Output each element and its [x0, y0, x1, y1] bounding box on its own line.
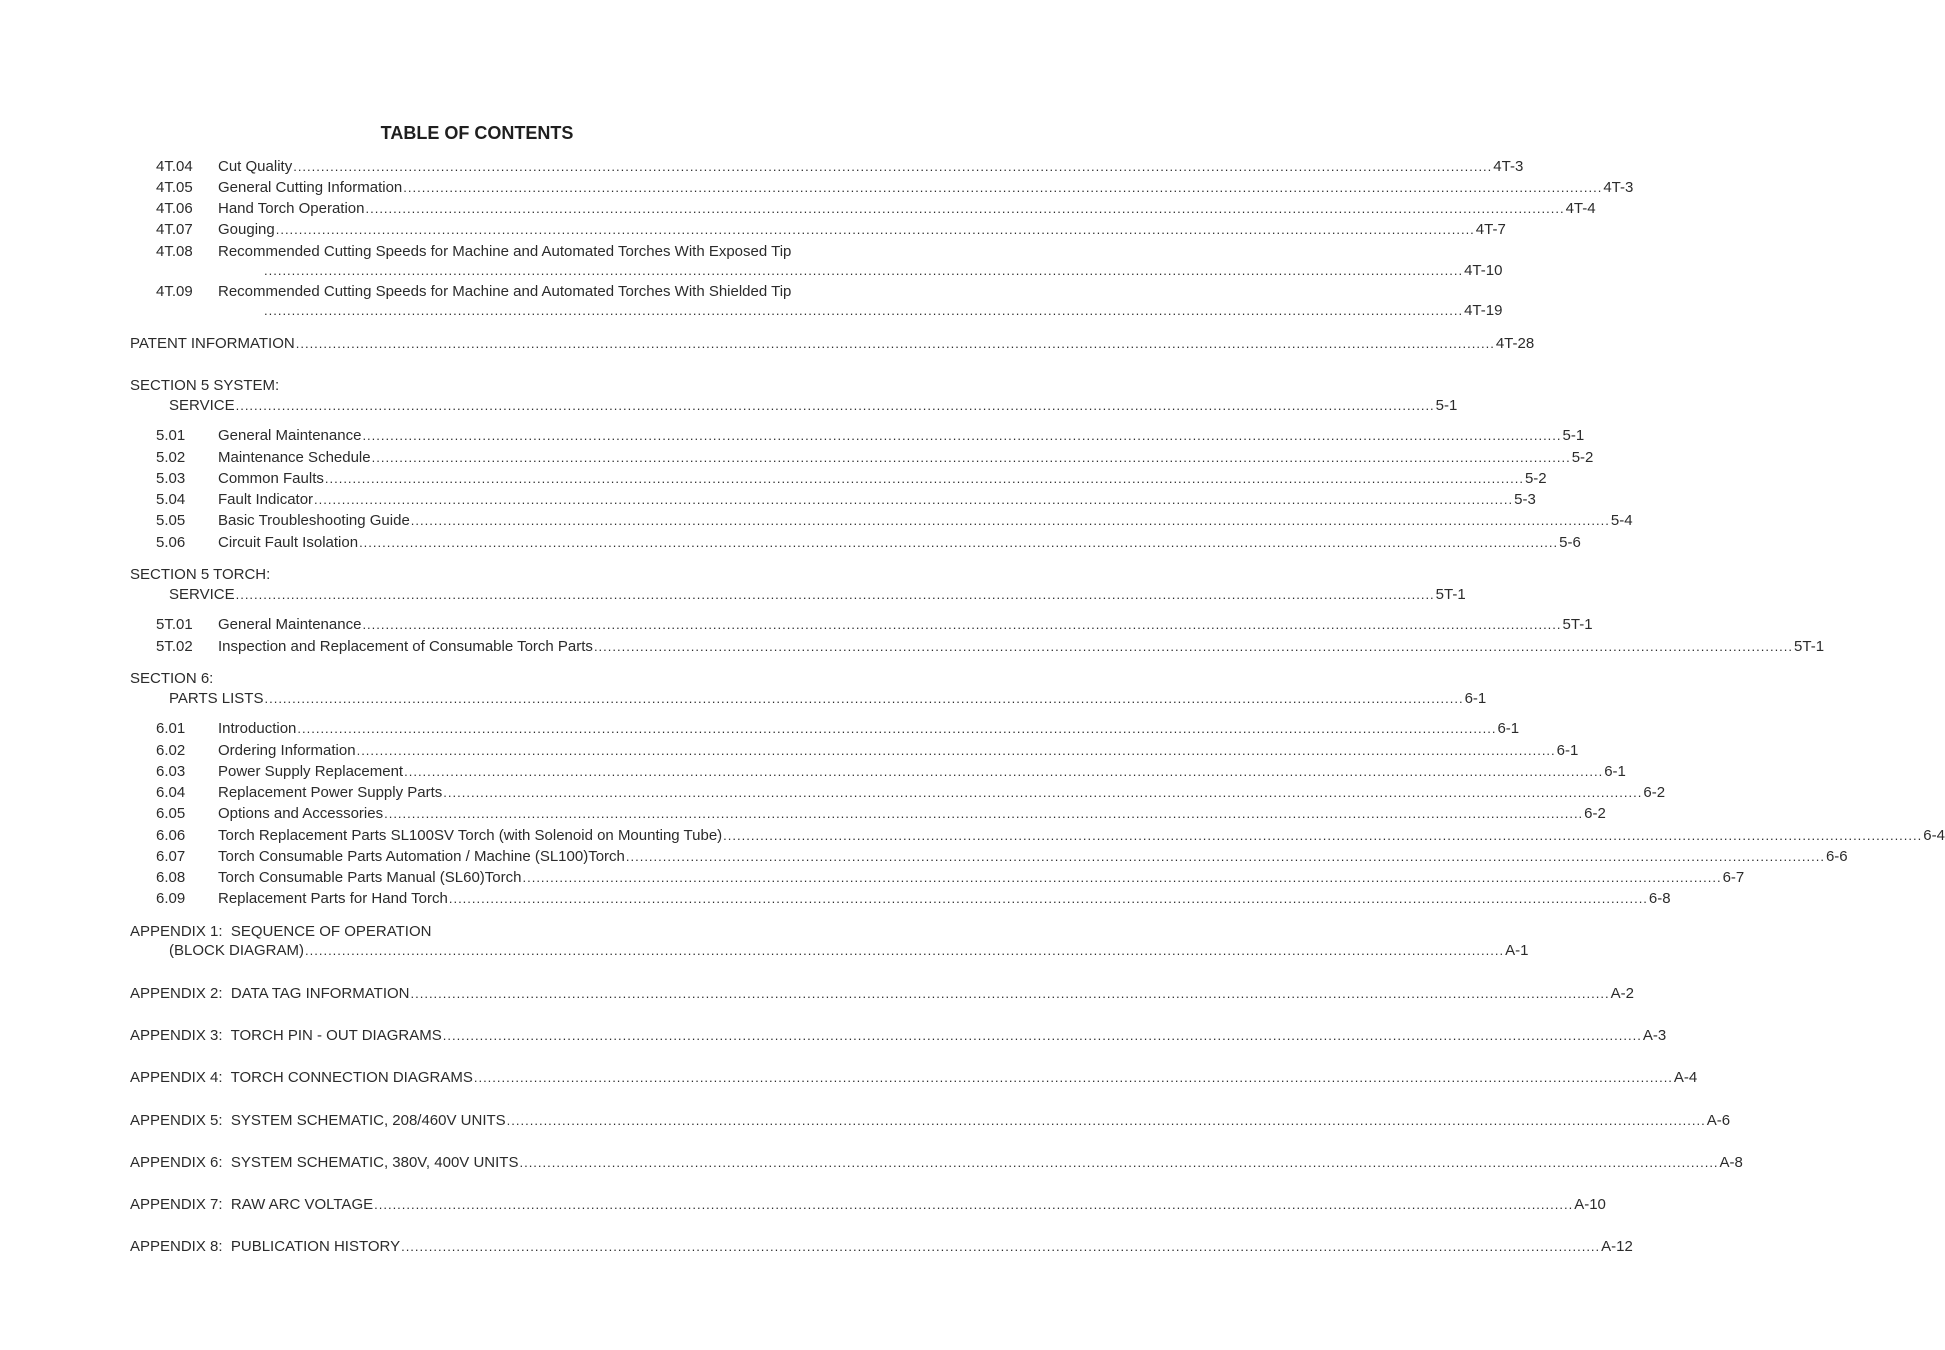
toc-entry[interactable] — [0, 512, 1633, 530]
entry-line — [130, 985, 1634, 1003]
entry-label: PARTS LISTS — [169, 690, 264, 707]
toc-entry[interactable] — [0, 805, 1606, 823]
entry-label: General Maintenance — [218, 616, 362, 633]
dot-leader: .................................................................................................................................................................................................................................................................... — [235, 587, 1435, 602]
entry-page: A-6 — [1706, 1112, 1731, 1129]
entry-number: 5.02 — [156, 449, 186, 466]
toc-entry[interactable] — [0, 848, 1848, 866]
entry-page: 6-6 — [1825, 848, 1848, 865]
entry-line — [218, 742, 1579, 760]
entry-line — [218, 638, 1825, 656]
entry-page: 6-7 — [1722, 869, 1745, 886]
entry-label: Torch Consumable Parts Manual (SL60)Torch — [218, 869, 522, 886]
entry-number: 4T.05 — [156, 179, 193, 196]
dot-leader: .................................................................................................................................................................................................................................................................... — [625, 849, 1825, 864]
entry-line — [218, 449, 1594, 467]
toc-entry[interactable] — [0, 784, 1666, 802]
entry-line — [130, 1112, 1731, 1130]
entry-label: APPENDIX 7: RAW ARC VOLTAGE — [130, 1196, 374, 1213]
entry-label: APPENDIX 5: SYSTEM SCHEMATIC, 208/460V UNITS — [130, 1112, 506, 1129]
toc-entry[interactable] — [0, 221, 1506, 239]
entry-number: 6.02 — [156, 742, 186, 759]
entry-line — [169, 397, 1458, 415]
toc-entry[interactable] — [0, 397, 1458, 415]
entry-line — [218, 491, 1536, 509]
entry-number: 4T.08 — [156, 243, 193, 260]
toc-entry[interactable] — [0, 1196, 1606, 1214]
entry-page: 5T-1 — [1435, 586, 1466, 603]
entry-line — [218, 200, 1596, 218]
entry-label: Recommended Cutting Speeds for Machine and Automated Torches With Exposed Tip — [218, 243, 792, 260]
entry-number: 5T.02 — [156, 638, 193, 655]
entry-page: A-2 — [1610, 985, 1634, 1002]
page-title: TABLE OF CONTENTS — [380, 123, 574, 143]
dot-leader: .................................................................................................................................................................................................................................................................... — [442, 1028, 1642, 1043]
dot-leader: .................................................................................................................................................................................................................................................................... — [305, 943, 1505, 958]
entry-label: PATENT INFORMATION — [130, 335, 295, 352]
entry-label: General Cutting Information — [218, 179, 403, 196]
entry-page: A-10 — [1574, 1196, 1606, 1213]
dot-leader: .................................................................................................................................................................................................................................................................... — [593, 639, 1794, 654]
dot-leader: .................................................................................................................................................................................................................................................................... — [384, 806, 1584, 821]
entry-line — [130, 335, 1535, 353]
toc-entry[interactable] — [0, 720, 1520, 738]
toc-entry[interactable] — [0, 534, 1581, 552]
dot-leader: .................................................................................................................................................................................................................................................................... — [275, 222, 1475, 237]
toc-entry[interactable] — [0, 283, 1503, 319]
entry-number: 4T.07 — [156, 221, 193, 238]
toc-entry[interactable] — [0, 470, 1547, 488]
toc-entry[interactable] — [0, 923, 954, 941]
entry-page: 5-6 — [1559, 534, 1581, 551]
entry-label: APPENDIX 8: PUBLICATION HISTORY — [130, 1238, 401, 1255]
dot-leader: .................................................................................................................................................................................................................................................................... — [324, 471, 1524, 486]
toc-entry[interactable] — [0, 690, 1487, 708]
entry-label: Hand Torch Operation — [218, 200, 365, 217]
entry-label: Torch Consumable Parts Automation / Machine (SL100)Torch — [218, 848, 625, 865]
toc-entry[interactable] — [0, 670, 954, 688]
entry-number: 6.04 — [156, 784, 186, 801]
entry-number: 6.06 — [156, 827, 186, 844]
toc-entry[interactable] — [0, 985, 1634, 1003]
dot-leader: .................................................................................................................................................................................................................................................................... — [410, 513, 1610, 528]
entry-label: General Maintenance — [218, 427, 362, 444]
entry-number: 5.05 — [156, 512, 186, 529]
dot-leader: .................................................................................................................................................................................................................................................................... — [443, 785, 1643, 800]
entry-label: Circuit Fault Isolation — [218, 534, 359, 551]
entry-page: 5-1 — [1562, 427, 1585, 444]
entry-label: SERVICE — [169, 586, 235, 603]
toc-entry[interactable] — [0, 763, 1626, 781]
entry-label: APPENDIX 1: SEQUENCE OF OPERATION — [130, 923, 432, 940]
entry-number: 5.03 — [156, 470, 186, 487]
dot-leader: .................................................................................................................................................................................................................................................................... — [295, 336, 1495, 351]
entry-page: 6-4 — [1923, 827, 1945, 844]
entry-page: 6-8 — [1648, 890, 1671, 907]
dot-leader: .................................................................................................................................................................................................................................................................... — [519, 1155, 1719, 1170]
entry-line — [218, 720, 1520, 738]
entry-page: A-8 — [1719, 1154, 1743, 1171]
entry-number: 6.01 — [156, 720, 186, 737]
toc-entry[interactable] — [0, 335, 1535, 353]
toc-entry[interactable] — [0, 1112, 1731, 1130]
entry-line — [130, 1027, 1667, 1045]
dot-leader: .................................................................................................................................................................................................................................................................... — [410, 986, 1610, 1001]
entry-line — [218, 763, 1626, 781]
entry-page: 6-1 — [1497, 720, 1520, 737]
entry-number: 5.01 — [156, 427, 186, 444]
entry-line — [218, 805, 1606, 823]
toc-entry[interactable] — [0, 179, 1634, 197]
entry-number: 4T.04 — [156, 158, 193, 175]
toc-entry[interactable] — [0, 827, 1945, 845]
toc-entry[interactable] — [0, 1238, 1633, 1256]
dot-leader: .................................................................................................................................................................................................................................................................... — [362, 617, 1562, 632]
entry-label: SECTION 5 SYSTEM: — [130, 377, 280, 394]
entry-line — [218, 534, 1581, 552]
entry-line — [218, 221, 1506, 239]
entry-line — [218, 179, 1634, 197]
entry-page: 6-1 — [1556, 742, 1579, 759]
entry-label: Replacement Power Supply Parts — [218, 784, 443, 801]
dot-leader: .................................................................................................................................................................................................................................................................... — [293, 159, 1493, 174]
entry-page: A-3 — [1642, 1027, 1667, 1044]
dot-leader: .................................................................................................................................................................................................................................................................... — [404, 764, 1604, 779]
dot-leader: .................................................................................................................................................................................................................................................................... — [506, 1113, 1706, 1128]
entry-number: 6.07 — [156, 848, 186, 865]
toc-entry[interactable] — [0, 616, 1593, 634]
entry-label: Maintenance Schedule — [218, 449, 371, 466]
entry-label: Cut Quality — [218, 158, 293, 175]
dot-leader: .................................................................................................................................................................................................................................................................... — [371, 450, 1571, 465]
toc-entry[interactable] — [0, 1069, 1698, 1087]
entry-line — [218, 784, 1666, 802]
toc-entry[interactable] — [0, 869, 1745, 887]
entry-page: A-4 — [1673, 1069, 1698, 1086]
entry-number: 6.05 — [156, 805, 186, 822]
entry-line — [169, 586, 1466, 604]
entry-number: 4T.09 — [156, 283, 193, 300]
toc-entry[interactable] — [0, 638, 1825, 656]
entry-line — [218, 470, 1547, 488]
dot-leader: .................................................................................................................................................................................................................................................................... — [473, 1070, 1673, 1085]
entry-line — [218, 427, 1585, 445]
entry-page: 4T-3 — [1603, 179, 1634, 196]
entry-label: Gouging — [218, 221, 275, 238]
entry-label: SECTION 5 TORCH: — [130, 566, 271, 583]
entry-page: 4T-10 — [1464, 262, 1503, 279]
entry-label: APPENDIX 3: TORCH PIN - OUT DIAGRAMS — [130, 1027, 442, 1044]
entry-page: 6-2 — [1584, 805, 1606, 822]
toc-entry[interactable] — [0, 742, 1579, 760]
entry-line — [130, 1196, 1606, 1214]
entry-number: 5.06 — [156, 534, 186, 551]
dot-leader: .................................................................................................................................................................................................................................................................... — [723, 828, 1923, 843]
entry-page: 5-2 — [1571, 449, 1594, 466]
entry-number: 5.04 — [156, 491, 186, 508]
entry-page: 4T-4 — [1565, 200, 1596, 217]
entry-page: 6-1 — [1464, 690, 1487, 707]
dot-leader: .................................................................................................................................................................................................................................................................... — [362, 428, 1562, 443]
entry-page: 6-1 — [1604, 763, 1626, 780]
toc-entry[interactable] — [0, 890, 1671, 908]
dot-leader: .................................................................................................................................................................................................................................................................... — [297, 721, 1497, 736]
toc-entry[interactable] — [0, 243, 1503, 279]
entry-number: 6.08 — [156, 869, 186, 886]
entry-page: 5-4 — [1610, 512, 1633, 529]
entry-label: Replacement Parts for Hand Torch — [218, 890, 448, 907]
entry-page: A-12 — [1601, 1238, 1633, 1255]
dot-leader: .................................................................................................................................................................................................................................................................... — [264, 263, 1464, 278]
toc-entry[interactable] — [0, 566, 954, 584]
entry-label: SECTION 6: — [130, 670, 214, 687]
toc-entry[interactable] — [0, 200, 1596, 218]
toc-entry[interactable] — [0, 427, 1585, 445]
toc-entry[interactable] — [0, 1154, 1743, 1172]
toc-entry[interactable] — [0, 158, 1524, 176]
entry-label: (BLOCK DIAGRAM) — [169, 942, 305, 959]
entry-line — [218, 890, 1671, 908]
entry-page: A-1 — [1505, 942, 1529, 959]
dot-leader: .................................................................................................................................................................................................................................................................... — [264, 303, 1464, 318]
entry-line — [218, 512, 1633, 530]
toc-entry[interactable] — [0, 377, 954, 395]
entry-line — [130, 1238, 1633, 1256]
dot-leader: .................................................................................................................................................................................................................................................................... — [522, 870, 1722, 885]
entry-number: 6.09 — [156, 890, 186, 907]
entry-label: Introduction — [218, 720, 297, 737]
entry-label: Inspection and Replacement of Consumable Torch Parts — [218, 638, 593, 655]
entry-label: APPENDIX 6: SYSTEM SCHEMATIC, 380V, 400V UNITS — [130, 1154, 519, 1171]
entry-line — [169, 942, 1529, 960]
toc-entry[interactable] — [0, 1027, 1667, 1045]
dot-leader: .................................................................................................................................................................................................................................................................... — [448, 891, 1648, 906]
dot-leader: .................................................................................................................................................................................................................................................................... — [314, 492, 1514, 507]
entry-label: Basic Troubleshooting Guide — [218, 512, 410, 529]
entry-label: Recommended Cutting Speeds for Machine and Automated Torches With Shielded Tip — [218, 283, 792, 300]
entry-line — [169, 690, 1487, 708]
entry-label: Power Supply Replacement — [218, 763, 404, 780]
toc-entry[interactable] — [0, 449, 1594, 467]
entry-page: 4T-7 — [1475, 221, 1506, 238]
entry-page: 6-2 — [1643, 784, 1666, 801]
entry-number: 5T.01 — [156, 616, 193, 633]
dot-leader: .................................................................................................................................................................................................................................................................... — [356, 743, 1556, 758]
entry-label: Torch Replacement Parts SL100SV Torch (with Solenoid on Mounting Tube) — [218, 827, 723, 844]
dot-leader: .................................................................................................................................................................................................................................................................... — [374, 1197, 1574, 1212]
dot-leader: .................................................................................................................................................................................................................................................................... — [264, 691, 1464, 706]
entry-page: 4T-19 — [1464, 302, 1503, 319]
entry-page: 5-1 — [1435, 397, 1458, 414]
toc-entry[interactable] — [0, 491, 1536, 509]
entry-label: APPENDIX 2: DATA TAG INFORMATION — [130, 985, 410, 1002]
entry-page: 4T-3 — [1493, 158, 1524, 175]
entry-page: 5-3 — [1514, 491, 1536, 508]
dot-leader: .................................................................................................................................................................................................................................................................... — [401, 1239, 1601, 1254]
entry-page: 5-2 — [1524, 470, 1547, 487]
dot-leader: .................................................................................................................................................................................................................................................................... — [365, 201, 1565, 216]
entry-line — [264, 302, 1503, 320]
entry-number: 4T.06 — [156, 200, 193, 217]
entry-line — [130, 1069, 1698, 1087]
dot-leader: .................................................................................................................................................................................................................................................................... — [403, 180, 1603, 195]
entry-line — [218, 616, 1593, 634]
entry-line — [218, 848, 1848, 866]
entry-line — [130, 1154, 1743, 1172]
entry-number: 6.03 — [156, 763, 186, 780]
entry-page: 5T-1 — [1562, 616, 1593, 633]
entry-line — [218, 869, 1745, 887]
entry-label: APPENDIX 4: TORCH CONNECTION DIAGRAMS — [130, 1069, 473, 1086]
toc-entry[interactable] — [0, 586, 1466, 604]
entry-line — [218, 158, 1524, 176]
entry-label: Common Faults — [218, 470, 324, 487]
toc-entry[interactable] — [0, 942, 1529, 960]
entry-label: SERVICE — [169, 397, 235, 414]
entry-label: Ordering Information — [218, 742, 356, 759]
entry-page: 5T-1 — [1794, 638, 1825, 655]
dot-leader: .................................................................................................................................................................................................................................................................... — [359, 535, 1559, 550]
entry-line — [264, 262, 1503, 280]
entry-page: 4T-28 — [1495, 335, 1535, 352]
entry-label: Options and Accessories — [218, 805, 384, 822]
entry-line — [218, 827, 1945, 845]
entry-label: Fault Indicator — [218, 491, 314, 508]
dot-leader: .................................................................................................................................................................................................................................................................... — [235, 398, 1435, 413]
